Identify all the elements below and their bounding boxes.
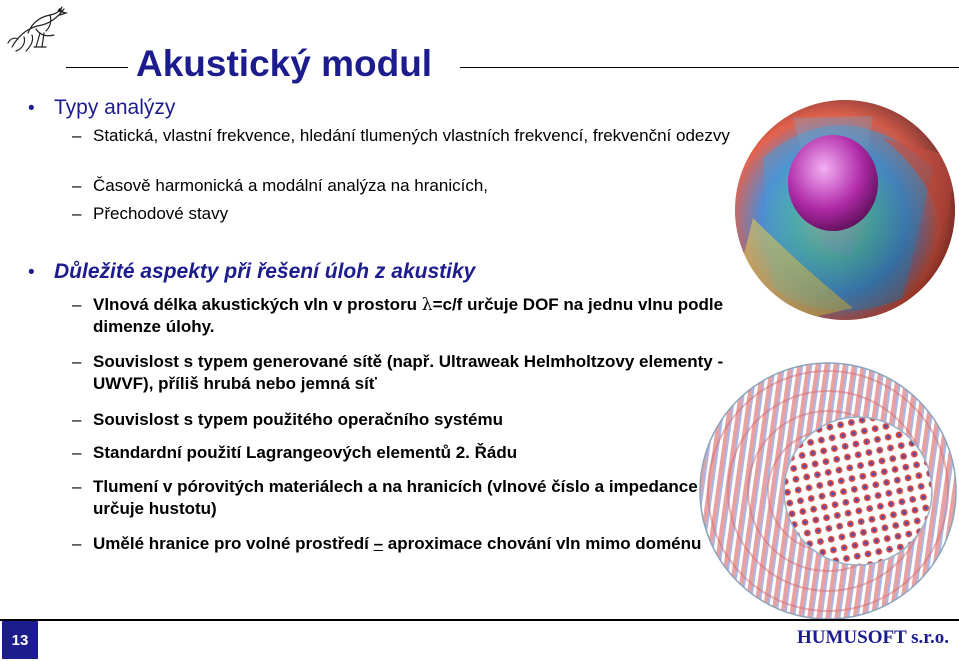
dash-icon: – — [72, 176, 82, 195]
lambda-symbol: λ — [421, 295, 433, 315]
dash-icon: – — [72, 126, 82, 145]
dash-icon: – — [72, 534, 82, 553]
dash-icon: – — [72, 295, 82, 314]
list-item-text: Tlumení v pórovitých materiálech a na hranicích (vlnové číslo a impedance určuje hustotu) — [93, 477, 698, 518]
title-rule-right — [460, 67, 959, 68]
company-name: HUMUSOFT s.r.o. — [796, 627, 949, 648]
underlined-dash: – — [373, 534, 384, 553]
bullet-heading: Typy analýzy — [54, 96, 176, 119]
bullet-dulezite-aspekty — [28, 259, 475, 285]
list-item-text: Souvislost s typem generované sítě (např. Ultraweak Helmholtzovy elementy - UWVF), příliš hrubá nebo jemná síť — [93, 352, 724, 393]
slide-title: Akustický modul — [136, 43, 433, 84]
bird-logo-icon — [6, 3, 70, 55]
bullet-heading: Důležité aspekty při řešení úloh z akustiky — [54, 260, 476, 283]
list-item — [72, 294, 732, 338]
list-item-text — [93, 533, 701, 555]
page-number: 13 — [2, 621, 38, 659]
list-item-text — [93, 294, 732, 338]
list-item — [72, 175, 732, 197]
list-item-text-part: Vlnová délka akustických vln v prostoru — [93, 295, 422, 314]
list-item — [72, 476, 732, 520]
list-item-text: Statická, vlastní frekvence, hledání tlumených vlastních frekvencí, frekvenční odezvy — [93, 126, 730, 145]
list-item-text-part: =c/f určuje DOF na jednu vlnu podle dimenze úlohy. — [93, 295, 724, 336]
sphere-blob — [788, 135, 878, 231]
wave-scattering-image — [698, 360, 958, 622]
sphere-acoustic-field-image — [733, 98, 957, 322]
bullet-typy-analyzy — [28, 95, 175, 121]
dash-icon: – — [72, 352, 82, 371]
dash-icon: – — [72, 443, 82, 462]
bullet-dot-icon: • — [28, 262, 35, 283]
list-item — [72, 125, 732, 147]
list-item — [72, 203, 732, 225]
inner-scatterer — [784, 417, 932, 565]
footer-rule — [0, 619, 959, 621]
list-item-text-part: aproximace chování vln mimo doménu — [383, 534, 702, 553]
dash-icon: – — [72, 204, 82, 223]
dash-icon: – — [72, 410, 82, 429]
title-rule-left — [66, 67, 128, 68]
list-item-text: Standardní použití Lagrangeových elementů 2. Řádu — [93, 443, 518, 462]
list-item-text: Souvislost s typem použitého operačního systému — [93, 410, 503, 429]
list-item — [72, 409, 732, 431]
list-item-text: Přechodové stavy — [93, 204, 229, 223]
list-item — [72, 442, 732, 464]
list-item — [72, 533, 732, 555]
dash-icon: – — [72, 477, 82, 496]
list-item — [72, 351, 732, 395]
list-item-text: Časově harmonická a modální analýza na hranicích, — [93, 176, 488, 195]
list-item-text-part: Umělé hranice pro volné prostředí — [93, 534, 374, 553]
bullet-dot-icon: • — [28, 98, 35, 119]
